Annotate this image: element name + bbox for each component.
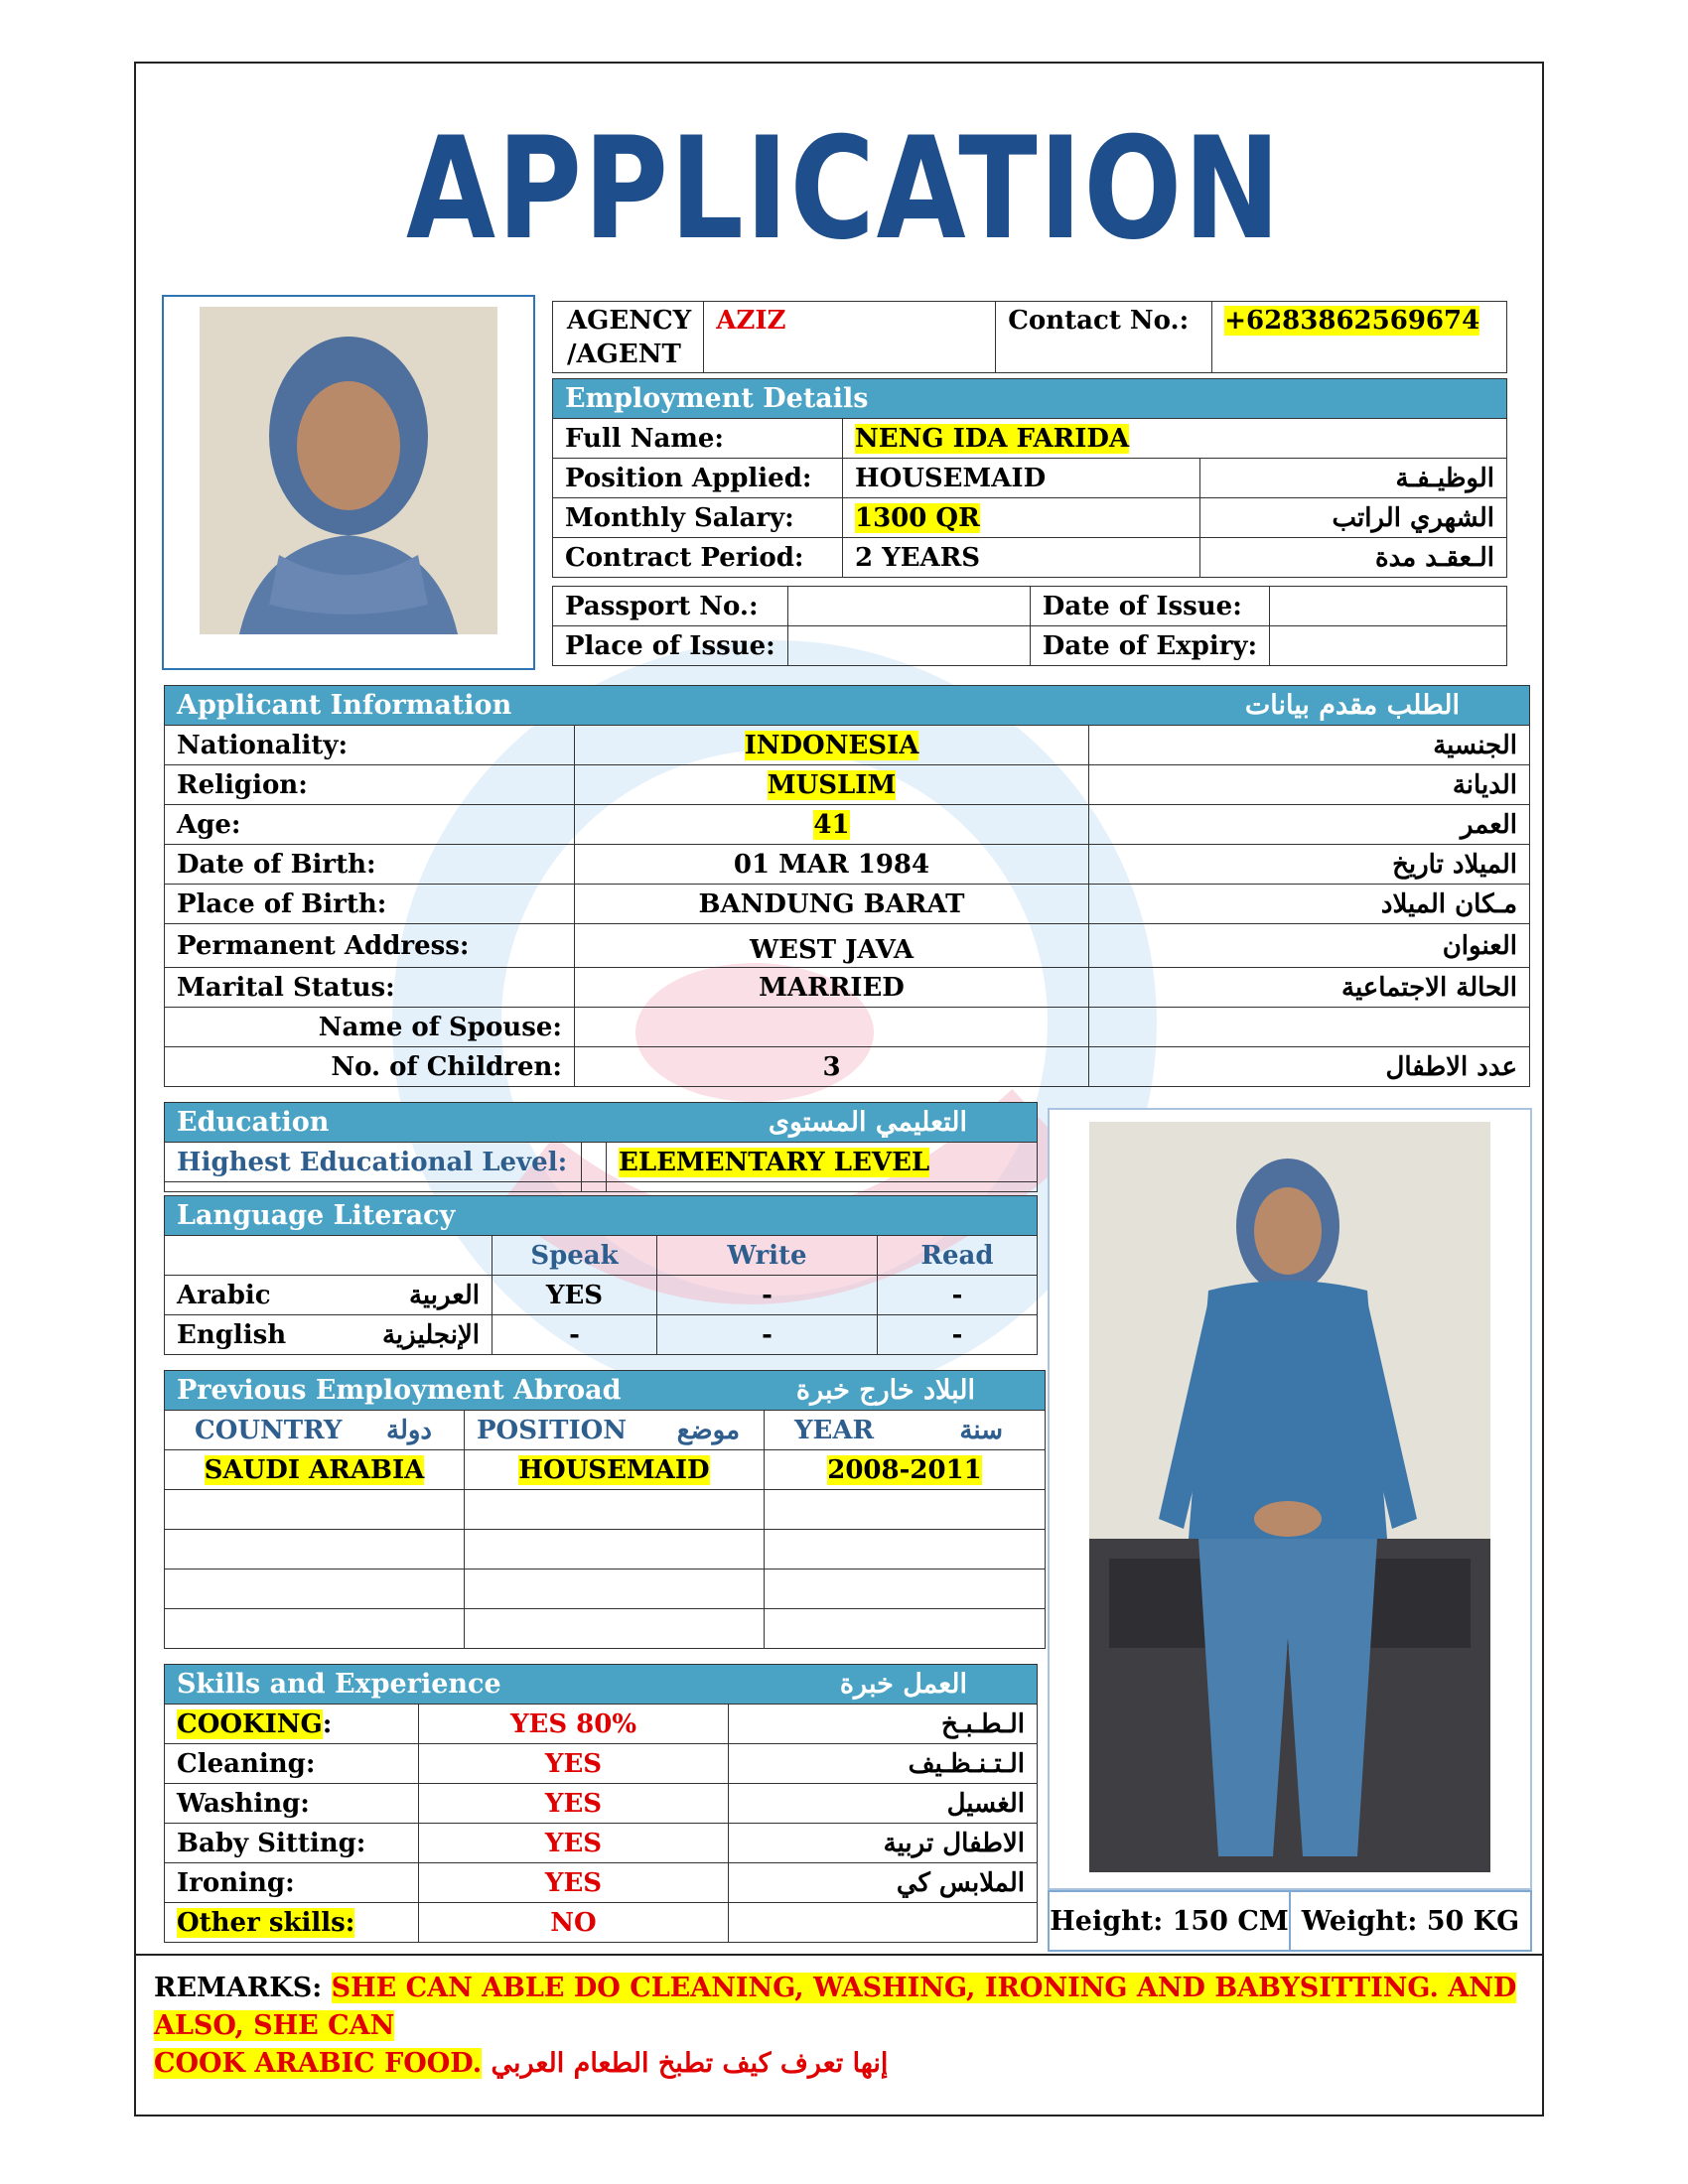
prev-empty-4a <box>165 1609 465 1649</box>
employment-header: Employment Details <box>553 379 1507 419</box>
salary-label: Monthly Salary: <box>553 498 843 538</box>
nationality-value: INDONESIA <box>744 730 919 760</box>
prev-empty-3b <box>465 1570 765 1609</box>
salary-cell <box>843 498 1200 538</box>
marital-value: MARRIED <box>575 968 1089 1008</box>
arabic-speak: YES <box>492 1276 657 1315</box>
skill-cooking-label: COOKING <box>177 1708 323 1739</box>
skill-ironing-label: Ironing: <box>165 1863 419 1903</box>
full-body-photo <box>1089 1122 1490 1872</box>
skills-table <box>164 1664 1038 1943</box>
english-write: - <box>657 1315 878 1355</box>
skill-other-ar <box>729 1903 1038 1943</box>
skill-other-cell <box>165 1903 419 1943</box>
prev-year-cell <box>765 1450 1046 1490</box>
weight-value: Weight: 50 KG <box>1301 1905 1520 1937</box>
height-weight-box <box>1048 1890 1532 1952</box>
remarks-text-line2: COOK ARABIC FOOD. <box>154 2048 483 2079</box>
age-value: 41 <box>813 809 850 840</box>
col-read: Read <box>878 1236 1038 1276</box>
agency-label <box>553 302 704 373</box>
col-country <box>165 1411 465 1450</box>
col-speak: Speak <box>492 1236 657 1276</box>
remarks-box <box>134 1954 1544 2116</box>
skill-cooking-value: YES 80% <box>419 1705 729 1744</box>
prev-position: HOUSEMAID <box>518 1454 710 1485</box>
prev-position-cell <box>465 1450 765 1490</box>
education-header-ar: التعليمي المستوى <box>582 1103 1038 1143</box>
contact-value: +6283862569674 <box>1224 306 1480 336</box>
children-value: 3 <box>575 1047 1089 1087</box>
prev-empty-1b <box>465 1490 765 1530</box>
nationality-label: Nationality: <box>165 726 575 765</box>
full-name-cell <box>843 419 1507 459</box>
agency-table <box>552 301 1507 373</box>
skill-cleaning-label: Cleaning: <box>165 1744 419 1784</box>
remarks-text-ar: إنها تعرف كيف تطبخ الطعام العربي <box>491 2048 889 2079</box>
contact-value-cell <box>1212 302 1507 373</box>
col-year-ar: سنة <box>959 1415 1003 1445</box>
applicant-header: Applicant Information <box>165 686 1089 726</box>
prev-empty-3c <box>765 1570 1046 1609</box>
full-name-label: Full Name: <box>553 419 843 459</box>
education-blank-b <box>582 1182 607 1192</box>
prev-country-cell <box>165 1450 465 1490</box>
language-col-blank <box>165 1236 492 1276</box>
salary-value: 1300 QR <box>855 502 980 533</box>
address-ar: العنوان <box>1089 924 1530 968</box>
applicant-table <box>164 685 1530 1087</box>
spouse-ar <box>1089 1008 1530 1047</box>
skill-ironing-ar: الملابس كي <box>729 1863 1038 1903</box>
skills-header: Skills and Experience <box>165 1665 729 1705</box>
address-label: Permanent Address: <box>165 924 575 968</box>
prev-empty-4b <box>465 1609 765 1649</box>
full-body-photo-frame <box>1048 1108 1532 1890</box>
previous-header-ar: البلاد خارج خبرة <box>765 1371 1046 1411</box>
education-level-value: ELEMENTARY LEVEL <box>619 1147 930 1177</box>
place-issue-value <box>787 626 1030 666</box>
skill-washing-ar: الغسيل <box>729 1784 1038 1824</box>
pob-label: Place of Birth: <box>165 885 575 924</box>
salary-ar: الشهري الراتب <box>1200 498 1507 538</box>
portrait-photo-frame <box>162 295 535 670</box>
lang-arabic-cell <box>165 1276 492 1315</box>
prev-country: SAUDI ARABIA <box>204 1454 425 1485</box>
marital-label: Marital Status: <box>165 968 575 1008</box>
arabic-read: - <box>878 1276 1038 1315</box>
children-label: No. of Children: <box>165 1047 575 1087</box>
col-country-ar: دولة <box>386 1415 432 1445</box>
issue-date-value <box>1270 587 1507 626</box>
children-ar: عدد الاطفال <box>1089 1047 1530 1087</box>
prev-empty-1a <box>165 1490 465 1530</box>
contract-ar: الـعقـد مدة <box>1200 538 1507 578</box>
col-position-en: POSITION <box>477 1415 628 1445</box>
contract-value: 2 YEARS <box>843 538 1200 578</box>
education-level-label: Highest Educational Level: <box>165 1143 582 1182</box>
education-blank-a <box>165 1182 582 1192</box>
prev-empty-4c <box>765 1609 1046 1649</box>
nationality-cell <box>575 726 1089 765</box>
nationality-ar: الجنسية <box>1089 726 1530 765</box>
lang-english: English <box>177 1319 287 1350</box>
skill-ironing-value: YES <box>419 1863 729 1903</box>
age-label: Age: <box>165 805 575 845</box>
religion-value: MUSLIM <box>767 769 897 800</box>
education-header: Education <box>165 1103 582 1143</box>
position-label: Position Applied: <box>553 459 843 498</box>
skill-other-label: Other skills: <box>177 1907 355 1938</box>
skill-washing-label: Washing: <box>165 1784 419 1824</box>
age-ar: العمر <box>1089 805 1530 845</box>
applicant-header-ar: الطلب مقدم بيانات <box>1089 686 1530 726</box>
skill-other-value: NO <box>419 1903 729 1943</box>
religion-cell <box>575 765 1089 805</box>
education-blank-c <box>607 1182 1038 1192</box>
age-cell <box>575 805 1089 845</box>
previous-employment-table <box>164 1370 1046 1649</box>
passport-table <box>552 586 1507 666</box>
previous-header: Previous Employment Abroad <box>165 1371 765 1411</box>
passport-no-label: Passport No.: <box>553 587 788 626</box>
religion-label: Religion: <box>165 765 575 805</box>
lang-english-cell <box>165 1315 492 1355</box>
col-position <box>465 1411 765 1450</box>
education-spacer <box>582 1143 607 1182</box>
english-speak: - <box>492 1315 657 1355</box>
pob-value: BANDUNG BARAT <box>575 885 1089 924</box>
skill-washing-value: YES <box>419 1784 729 1824</box>
skill-babysitting-ar: الاطفال تربية <box>729 1824 1038 1863</box>
skills-header-ar: العمل خبرة <box>729 1665 1038 1705</box>
agency-label-line1: AGENCY <box>567 305 692 336</box>
expiry-date-label: Date of Expiry: <box>1030 626 1269 666</box>
col-year-en: YEAR <box>794 1415 875 1445</box>
prev-year: 2008-2011 <box>827 1454 982 1485</box>
remarks-text-line1: SHE CAN ABLE DO CLEANING, WASHING, IRONING AND BABYSITTING. AND ALSO, SHE CAN <box>154 1973 1517 2041</box>
issue-date-label: Date of Issue: <box>1030 587 1269 626</box>
prev-empty-1c <box>765 1490 1046 1530</box>
passport-no-value <box>787 587 1030 626</box>
skill-babysitting-label: Baby Sitting: <box>165 1824 419 1863</box>
english-read: - <box>878 1315 1038 1355</box>
skill-babysitting-value: YES <box>419 1824 729 1863</box>
dob-label: Date of Birth: <box>165 845 575 885</box>
skill-cooking-cell <box>165 1705 419 1744</box>
portrait-photo <box>200 307 497 634</box>
prev-empty-3a <box>165 1570 465 1609</box>
place-issue-label: Place of Issue: <box>553 626 788 666</box>
position-ar: الوظيـفـة <box>1200 459 1507 498</box>
lang-arabic-ar: العربية <box>408 1280 480 1310</box>
arabic-write: - <box>657 1276 878 1315</box>
expiry-date-value <box>1270 626 1507 666</box>
prev-empty-2c <box>765 1530 1046 1570</box>
spouse-value <box>575 1008 1089 1047</box>
col-position-ar: موضع <box>676 1415 740 1445</box>
spouse-label: Name of Spouse: <box>165 1008 575 1047</box>
lang-english-ar: الإنجليزية <box>381 1319 480 1350</box>
language-table <box>164 1195 1038 1355</box>
full-name-value: NENG IDA FARIDA <box>855 423 1130 454</box>
education-table <box>164 1102 1038 1192</box>
contract-label: Contract Period: <box>553 538 843 578</box>
position-value: HOUSEMAID <box>843 459 1200 498</box>
skill-cleaning-ar: الـتـنـظـيف <box>729 1744 1038 1784</box>
lang-arabic: Arabic <box>177 1280 271 1310</box>
employment-table <box>552 378 1507 578</box>
agency-value: AZIZ <box>704 302 996 373</box>
agency-label-line2: /AGENT <box>567 339 681 369</box>
dob-value: 01 MAR 1984 <box>575 845 1089 885</box>
page-title: APPLICATION <box>405 107 1283 271</box>
prev-empty-2a <box>165 1530 465 1570</box>
contact-label: Contact No.: <box>996 302 1212 373</box>
col-year <box>765 1411 1046 1450</box>
address-value: WEST JAVA <box>575 924 1089 968</box>
language-header: Language Literacy <box>165 1196 1038 1236</box>
dob-ar: الميلاد تاريخ <box>1089 845 1530 885</box>
col-country-en: COUNTRY <box>195 1415 343 1445</box>
prev-empty-2b <box>465 1530 765 1570</box>
skill-cooking-ar: الـطـبـخ <box>729 1705 1038 1744</box>
skill-cooking-colon: : <box>322 1708 333 1739</box>
height-value: Height: 150 CM <box>1050 1892 1291 1950</box>
col-write: Write <box>657 1236 878 1276</box>
religion-ar: الديانة <box>1089 765 1530 805</box>
pob-ar: مـكان الميلاد <box>1089 885 1530 924</box>
skill-cleaning-value: YES <box>419 1744 729 1784</box>
remarks-label: REMARKS: <box>154 1973 323 2003</box>
education-level-cell <box>607 1143 1038 1182</box>
marital-ar: الحالة الاجتماعية <box>1089 968 1530 1008</box>
